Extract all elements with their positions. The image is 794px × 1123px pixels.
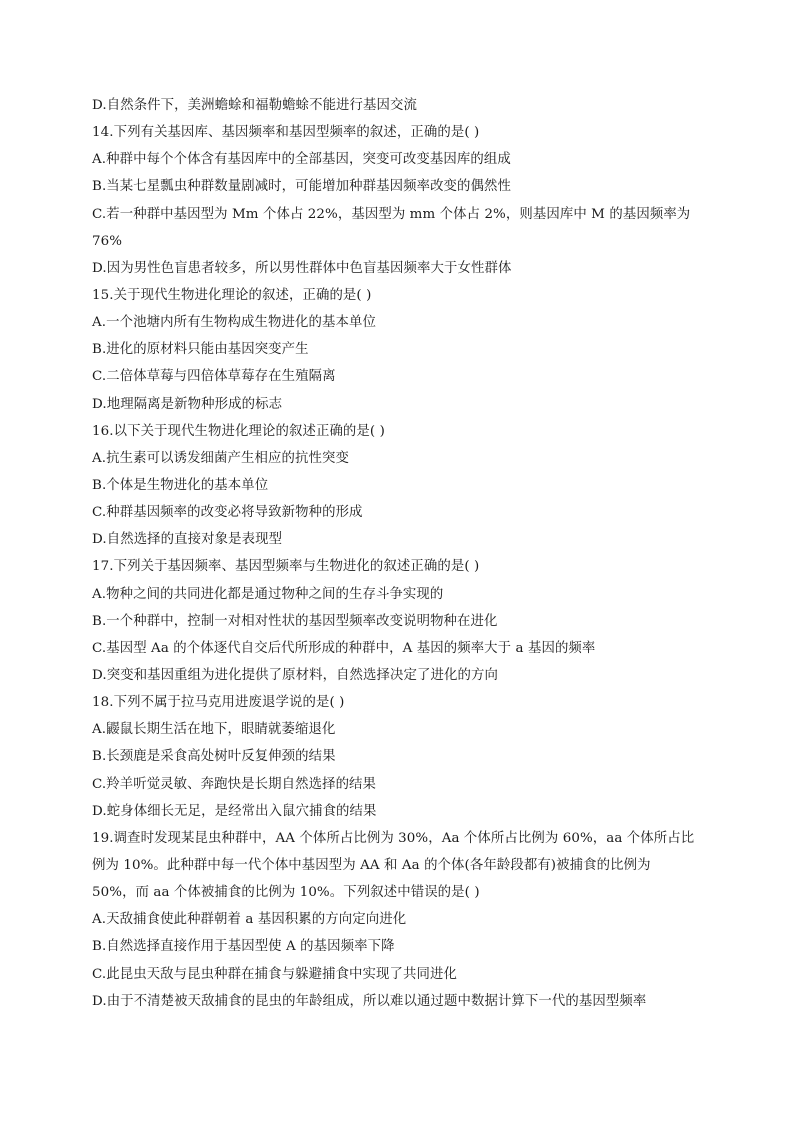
option-line: B.一个种群中，控制一对相对性状的基因型频率改变说明物种在进化 [92, 613, 498, 629]
question-text-block [92, 92, 712, 1015]
option-line: C.基因型 Aa 的个体逐代自交后代所形成的种群中，A 基因的频率大于 a 基因的频率 [92, 640, 596, 656]
option-line: D.蛇身体细长无足，是经常出入鼠穴捕食的结果 [92, 803, 377, 819]
option-line: A.抗生素可以诱发细菌产生相应的抗性突变 [92, 450, 349, 466]
option-line-continuation: 76% [92, 233, 123, 249]
question-line-continuation: 例为 10%。此种群中每一代个体中基因型为 AA 和 Aa 的个体(各年龄段都有)被捕食的比例为 [92, 857, 651, 873]
question-line: 18.下列不属于拉马克用进废退学说的是( ) [92, 695, 345, 711]
option-line: D.因为男性色盲患者较多，所以男性群体中色盲基因频率大于女性群体 [92, 260, 512, 276]
option-line: A.一个池塘内所有生物构成生物进化的基本单位 [92, 315, 376, 331]
option-line: C.羚羊听觉灵敏、奔跑快是长期自然选择的结果 [92, 776, 377, 792]
option-line: B.当某七星瓢虫种群数量剧减时，可能增加种群基因频率改变的偶然性 [92, 179, 512, 195]
option-line: D.突变和基因重组为进化提供了原材料，自然选择决定了进化的方向 [92, 667, 498, 683]
option-line: D.自然选择的直接对象是表现型 [92, 532, 283, 548]
question-line: 19.调查时发现某昆虫种群中，AA 个体所占比例为 30%，Aa 个体所占比例为 60%，aa 个体所占比 [92, 830, 695, 846]
option-line: A.鼹鼠长期生活在地下，眼睛就萎缩退化 [92, 722, 336, 738]
question-line: 14.下列有关基因库、基因频率和基因型频率的叙述，正确的是( ) [92, 125, 480, 141]
question-line: 16.以下关于现代生物进化理论的叙述正确的是( ) [92, 423, 385, 439]
option-line: B.自然选择直接作用于基因型使 A 的基因频率下降 [92, 939, 395, 955]
option-line: A.物种之间的共同进化都是通过物种之间的生存斗争实现的 [92, 586, 444, 602]
question-line: 17.下列关于基因频率、基因型频率与生物进化的叙述正确的是( ) [92, 559, 480, 575]
option-line: D.地理隔离是新物种形成的标志 [92, 396, 283, 412]
option-line: A.种群中每个个体含有基因库中的全部基因，突变可改变基因库的组成 [92, 152, 511, 168]
question-line-continuation: 50%，而 aa 个体被捕食的比例为 10%。下列叙述中错误的是( ) [92, 885, 480, 901]
option-line: B.进化的原材料只能由基因突变产生 [92, 342, 309, 358]
question-line: 15.关于现代生物进化理论的叙述，正确的是( ) [92, 287, 372, 303]
option-line: D.由于不清楚被天敌捕食的昆虫的年龄组成，所以难以通过题中数据计算下一代的基因型频率 [92, 993, 647, 1009]
option-line: C.二倍体草莓与四倍体草莓存在生殖隔离 [92, 369, 336, 385]
option-line: C.种群基因频率的改变必将导致新物种的形成 [92, 505, 363, 521]
option-line: B.长颈鹿是采食高处树叶反复伸颈的结果 [92, 749, 336, 765]
option-line: B.个体是生物进化的基本单位 [92, 477, 269, 493]
option-line: A.天敌捕食使此种群朝着 a 基因积累的方向定向进化 [92, 912, 407, 928]
option-line: C.若一种群中基因型为 Mm 个体占 22%，基因型为 mm 个体占 2%，则基因库中 M 的基因频率为 [92, 206, 691, 222]
option-line: D.自然条件下，美洲蟾蜍和福勒蟾蜍不能进行基因交流 [92, 98, 417, 113]
option-line: C.此昆虫天敌与昆虫种群在捕食与躲避捕食中实现了共同进化 [92, 966, 457, 982]
